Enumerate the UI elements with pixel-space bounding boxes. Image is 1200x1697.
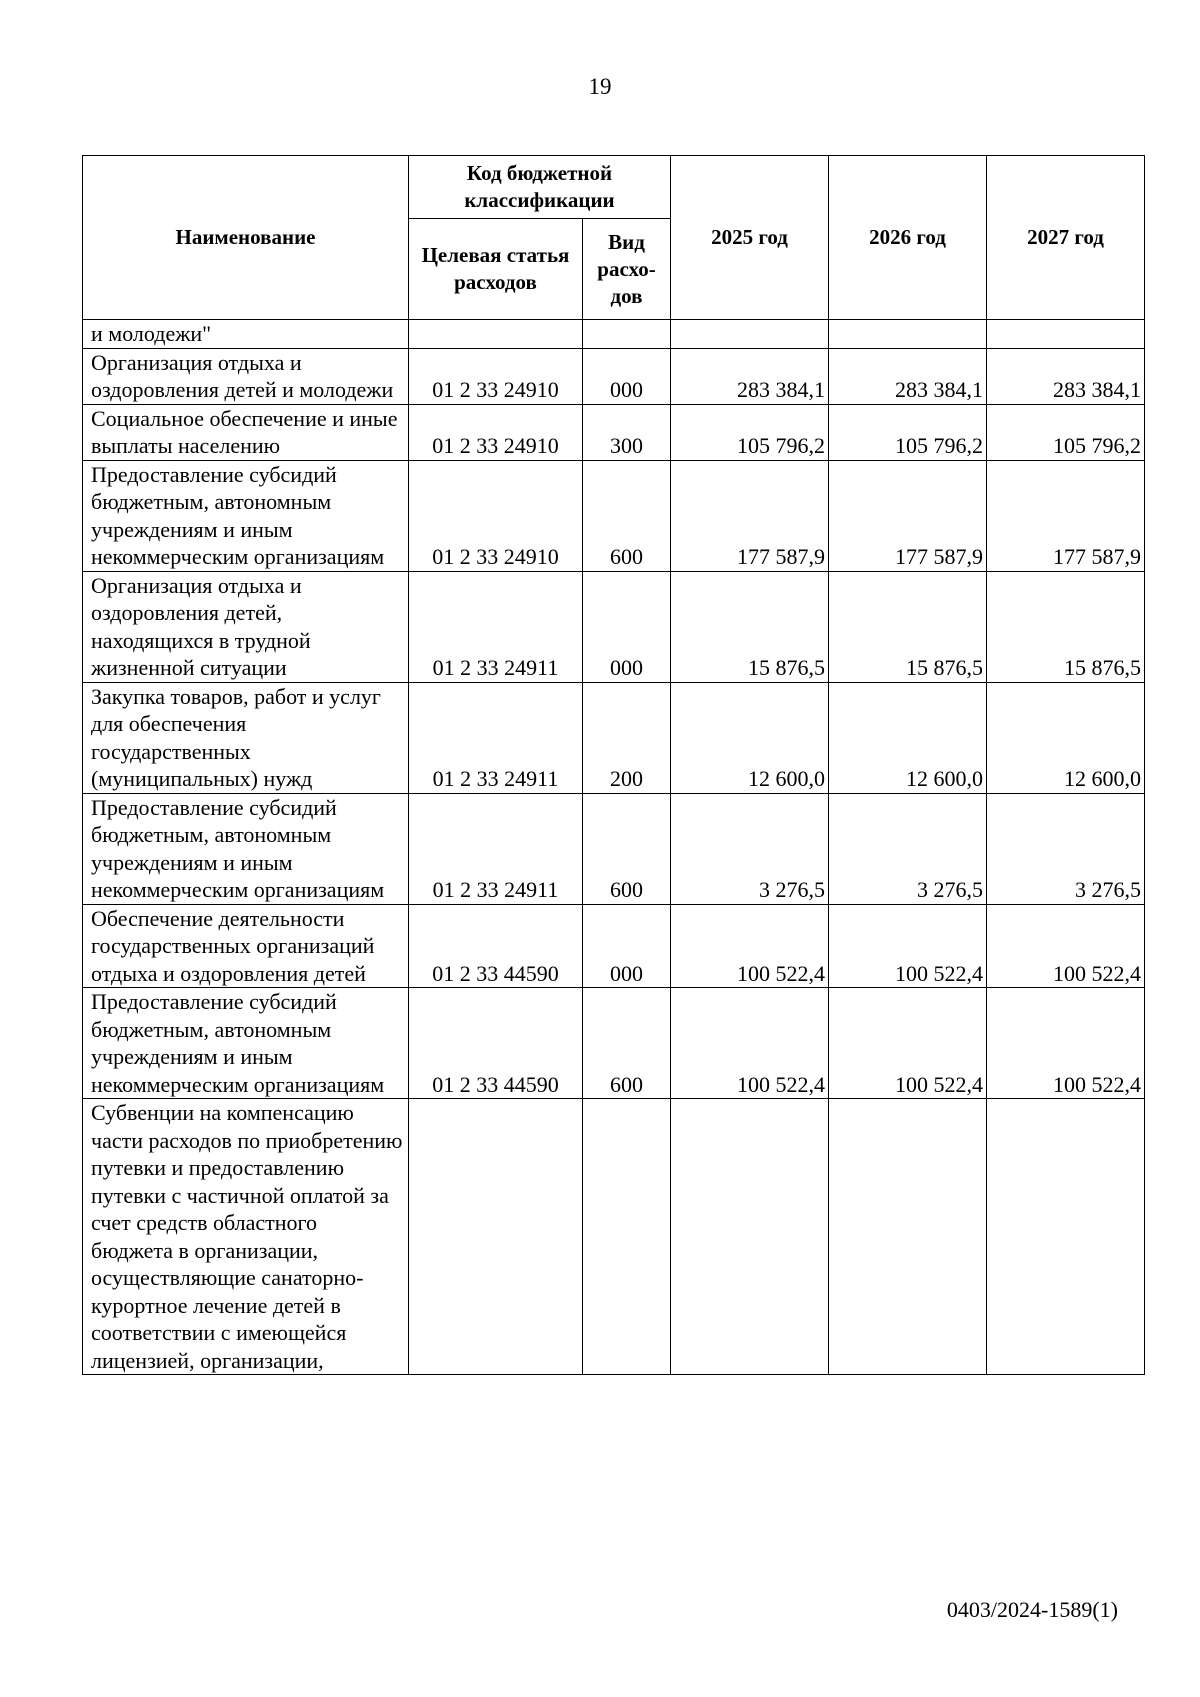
cell-name: Организация отдыха и оздоровления детей и молодежи xyxy=(83,348,409,404)
cell-expense-type: 600 xyxy=(583,460,671,571)
empty-cell xyxy=(409,320,583,349)
cell-name: Предоставление субсидий бюджетным, автономным учреждениям и иным некоммерческим организациям xyxy=(83,988,409,1099)
cell-expense-type: 000 xyxy=(583,904,671,988)
cell-2025 xyxy=(671,1099,829,1375)
cell-name: Закупка товаров, работ и услуг для обеспечения государственных (муниципальных) нужд xyxy=(83,682,409,793)
header-expense-type: Вид расхо-дов xyxy=(583,219,671,320)
cell-2025: 12 600,0 xyxy=(671,682,829,793)
cell-name: Субвенции на компенсацию части расходов по приобретению путевки и предоставлению путевки с частичной оплатой за счет средств областного бюджета в организации, осуществляющие санаторно-курортное лечение детей в соответствии с имеющейся лицензией, организации, xyxy=(83,1099,409,1375)
cell-expense-type: 600 xyxy=(583,793,671,904)
cell-name: Социальное обеспечение и иные выплаты населению xyxy=(83,404,409,460)
table-row xyxy=(83,904,1145,988)
cell-expense-type: 300 xyxy=(583,404,671,460)
cell-name: Предоставление субсидий бюджетным, автономным учреждениям и иным некоммерческим организациям xyxy=(83,460,409,571)
cell-2026: 15 876,5 xyxy=(829,571,987,682)
header-target-article: Целевая статья расходов xyxy=(409,219,583,320)
cell-2025: 100 522,4 xyxy=(671,904,829,988)
budget-table xyxy=(82,155,1145,1375)
empty-cell xyxy=(829,320,987,349)
cell-2027: 100 522,4 xyxy=(987,988,1145,1099)
cell-target-article: 01 2 33 44590 xyxy=(409,988,583,1099)
cell-2025: 3 276,5 xyxy=(671,793,829,904)
cell-2027 xyxy=(987,1099,1145,1375)
cell-target-article: 01 2 33 24911 xyxy=(409,793,583,904)
cell-target-article: 01 2 33 24910 xyxy=(409,460,583,571)
cell-expense-type: 600 xyxy=(583,988,671,1099)
cell-expense-type: 000 xyxy=(583,571,671,682)
cell-expense-type: 200 xyxy=(583,682,671,793)
cell-name: Обеспечение деятельности государственных организаций отдыха и оздоровления детей xyxy=(83,904,409,988)
cell-target-article: 01 2 33 24911 xyxy=(409,571,583,682)
empty-cell xyxy=(987,320,1145,349)
continuation-row xyxy=(83,320,1145,349)
cell-name: Предоставление субсидий бюджетным, автономным учреждениям и иным некоммерческим организациям xyxy=(83,793,409,904)
cell-2025: 15 876,5 xyxy=(671,571,829,682)
cell-2025: 105 796,2 xyxy=(671,404,829,460)
cell-target-article: 01 2 33 24911 xyxy=(409,682,583,793)
table-row xyxy=(83,1099,1145,1375)
document-id: 0403/2024-1589(1) xyxy=(946,1597,1118,1622)
cell-2027: 15 876,5 xyxy=(987,571,1145,682)
cell-name: Организация отдыха и оздоровления детей, находящихся в трудной жизненной ситуации xyxy=(83,571,409,682)
cell-2026: 100 522,4 xyxy=(829,904,987,988)
cell-2025: 100 522,4 xyxy=(671,988,829,1099)
cell-2026: 105 796,2 xyxy=(829,404,987,460)
empty-cell xyxy=(671,320,829,349)
page-number: 19 xyxy=(588,74,612,99)
cell-2027: 283 384,1 xyxy=(987,348,1145,404)
table-body xyxy=(83,320,1145,1375)
cell-expense-type xyxy=(583,1099,671,1375)
continuation-text: и молодежи" xyxy=(83,320,409,349)
cell-2025: 177 587,9 xyxy=(671,460,829,571)
cell-2026: 100 522,4 xyxy=(829,988,987,1099)
table-row xyxy=(83,571,1145,682)
cell-2027: 105 796,2 xyxy=(987,404,1145,460)
cell-2027: 100 522,4 xyxy=(987,904,1145,988)
cell-2026: 177 587,9 xyxy=(829,460,987,571)
table-row xyxy=(83,460,1145,571)
cell-2025: 283 384,1 xyxy=(671,348,829,404)
empty-cell xyxy=(583,320,671,349)
cell-2027: 3 276,5 xyxy=(987,793,1145,904)
cell-target-article xyxy=(409,1099,583,1375)
table-row xyxy=(83,682,1145,793)
cell-2026: 12 600,0 xyxy=(829,682,987,793)
cell-2027: 12 600,0 xyxy=(987,682,1145,793)
header-2027: 2027 год xyxy=(987,156,1145,320)
table-row xyxy=(83,348,1145,404)
header-2025: 2025 год xyxy=(671,156,829,320)
cell-target-article: 01 2 33 24910 xyxy=(409,404,583,460)
table-row xyxy=(83,793,1145,904)
cell-2027: 177 587,9 xyxy=(987,460,1145,571)
cell-target-article: 01 2 33 24910 xyxy=(409,348,583,404)
table-row xyxy=(83,404,1145,460)
cell-2026: 283 384,1 xyxy=(829,348,987,404)
header-2026: 2026 год xyxy=(829,156,987,320)
cell-target-article: 01 2 33 44590 xyxy=(409,904,583,988)
header-code-group: Код бюджетной классификации xyxy=(409,156,671,219)
table-row xyxy=(83,988,1145,1099)
header-name: Наименование xyxy=(83,156,409,320)
header-row-top xyxy=(83,156,1145,219)
cell-2026 xyxy=(829,1099,987,1375)
cell-2026: 3 276,5 xyxy=(829,793,987,904)
cell-expense-type: 000 xyxy=(583,348,671,404)
